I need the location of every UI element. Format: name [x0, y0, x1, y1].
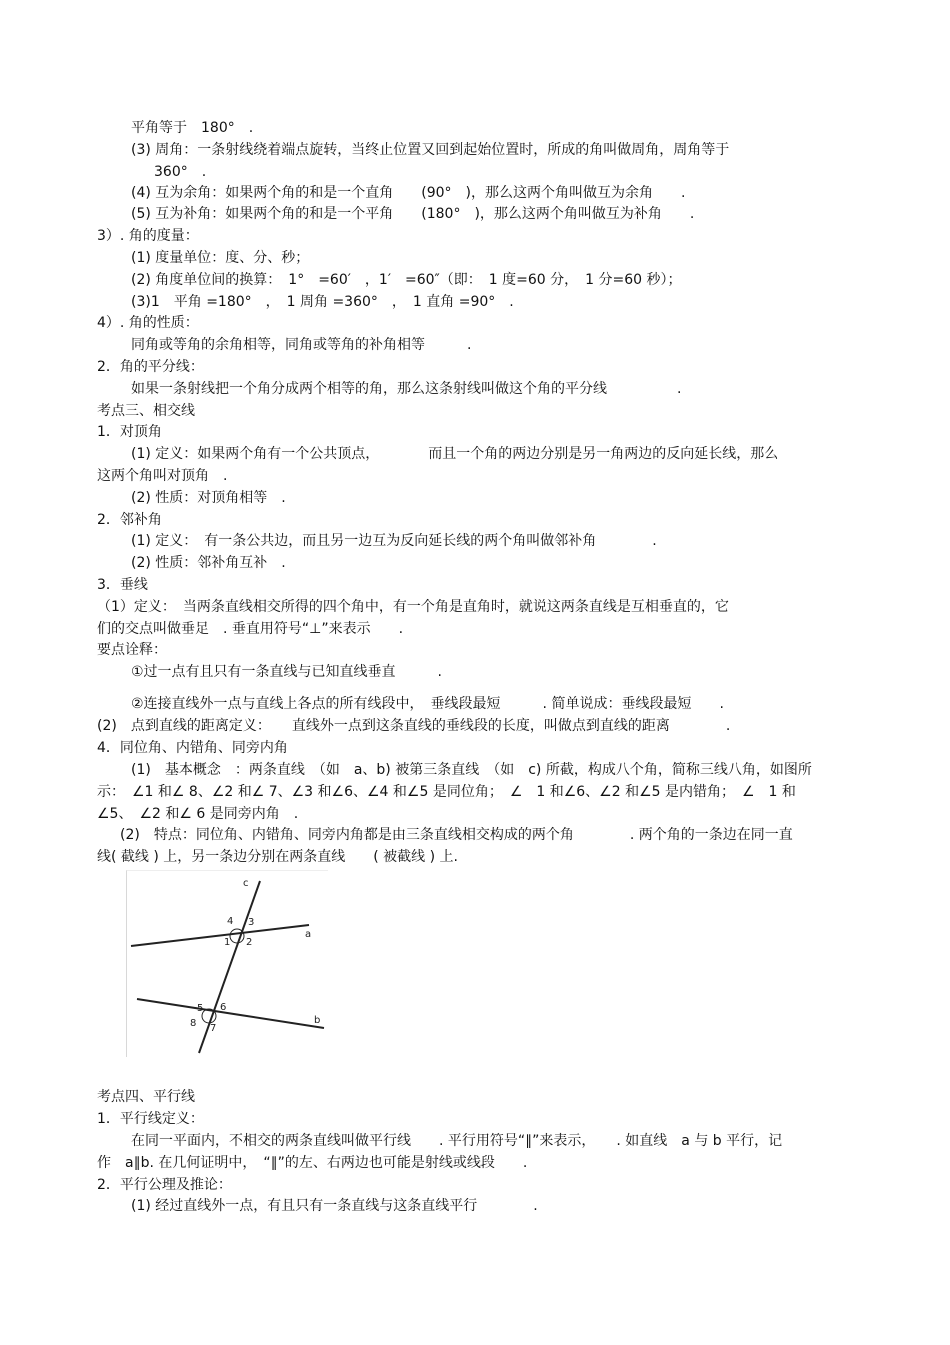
text-line: (4) 互为余角：如果两个角的和是一个直角 (90° )，那么这两个角叫做互为余角 .: [131, 185, 686, 201]
section-heading: 2．角的平分线：: [97, 359, 204, 375]
label-b: b: [314, 1015, 321, 1026]
text-line: （1）定义： 当两条直线相交所得的四个角中，有一个角是直角时，就说这两条直线是互相垂直的，它: [97, 599, 729, 615]
line-c: [199, 881, 260, 1053]
text-line: (2) 角度单位间的换算： 1° =60′ ，1′ =60″（即： 1 度=60 分， 1 分=60 秒）；: [131, 272, 682, 288]
label-a: a: [305, 929, 312, 940]
text-line: (1) 经过直线外一点，有且只有一条直线与这条直线平行 .: [131, 1198, 538, 1214]
section-heading: 4．同位角、内错角、同旁内角: [97, 740, 288, 756]
section-heading: 2．邻补角: [97, 512, 162, 528]
section-heading: 1．对顶角: [97, 424, 162, 440]
line-a: [131, 925, 312, 946]
text-line: (1) 基本概念 ：两条直线 （如 a、b) 被第三条直线 （如 c) 所截，构成八个角，简称三线八角，如图所: [131, 762, 812, 778]
angle-arc-upper: [230, 929, 244, 943]
label-angle-8: 8: [190, 1018, 197, 1029]
text-line: 们的交点叫做垂足 . 垂直用符号“⊥”来表示 .: [97, 621, 404, 637]
text-line: (2) 性质：邻补角互补 .: [131, 555, 286, 571]
topic-heading: 考点三、相交线: [97, 403, 195, 419]
section-heading: 1．平行线定义：: [97, 1111, 204, 1127]
text-line: 平角等于 180° .: [131, 120, 254, 136]
section-heading: 3）. 角的度量：: [97, 228, 199, 244]
text-line: ②连接直线外一点与直线上各点的所有线段中， 垂线段最短 . 简单说成：垂线段最短 .: [131, 696, 724, 712]
text-line: (1) 定义： 有一条公共边，而且另一边互为反向延长线的两个角叫做邻补角 .: [131, 533, 657, 549]
label-angle-2: 2: [246, 937, 253, 948]
text-line: (2) 特点：同位角、内错角、同旁内角都是由三条直线相交构成的两个角 . 两个角的一条边在同一直: [120, 827, 793, 843]
label-angle-6: 6: [220, 1002, 227, 1013]
label-c: c: [243, 878, 249, 889]
text-line: 360° .: [154, 164, 207, 180]
section-heading: 2．平行公理及推论：: [97, 1177, 232, 1193]
intersecting-lines-figure: [126, 870, 328, 1057]
text-line: (1) 定义：如果两个角有一个公共顶点， 而且一个角的两边分别是另一角两边的反向延长线，那么: [131, 446, 779, 462]
text-line: ①过一点有且只有一条直线与已知直线垂直 .: [131, 664, 442, 680]
topic-heading: 考点四、平行线: [97, 1089, 195, 1105]
text-line: 线( 截线 ) 上，另一条边分别在两条直线 ( 被截线 ) 上.: [97, 849, 458, 865]
text-line: 作 a∥b. 在几何证明中， “∥”的左、右两边也可能是射线或线段 .: [97, 1155, 528, 1171]
text-line: (5) 互为补角：如果两个角的和是一个平角 (180° )，那么这两个角叫做互为补角 .: [131, 206, 695, 222]
label-angle-7: 7: [210, 1023, 217, 1034]
section-heading: 3．垂线: [97, 577, 148, 593]
text-line: 如果一条射线把一个角分成两个相等的角，那么这条射线叫做这个角的平分线 .: [131, 381, 682, 397]
text-line: 示： ∠1 和∠ 8、∠2 和∠ 7、∠3 和∠6、∠4 和∠5 是同位角； ∠ 1 和∠6、∠2 和∠5 是内错角； ∠ 1 和: [97, 784, 796, 800]
text-line: 在同一平面内，不相交的两条直线叫做平行线 . 平行用符号“∥”来表示， . 如直线 a 与 b 平行，记: [131, 1133, 783, 1149]
text-line: ∠5、 ∠2 和∠ 6 是同旁内角 .: [97, 806, 299, 822]
label-angle-3: 3: [248, 917, 255, 928]
text-line: (2) 点到直线的距离定义： 直线外一点到这条直线的垂线段的长度，叫做点到直线的距离 .: [97, 718, 731, 734]
text-line: (2) 性质：对顶角相等 .: [131, 490, 286, 506]
text-line: (1) 度量单位：度、分、秒；: [131, 250, 310, 266]
line-b: [137, 999, 324, 1028]
text-line: (3) 周角：一条射线绕着端点旋转，当终止位置又回到起始位置时，所成的角叫做周角，周角等于: [131, 142, 730, 158]
text-line: 同角或等角的余角相等，同角或等角的补角相等 .: [131, 337, 472, 353]
label-angle-1: 1: [224, 937, 231, 948]
text-line: 这两个角叫对顶角 .: [97, 468, 228, 484]
section-heading: 4）. 角的性质：: [97, 315, 199, 331]
text-line: (3)1 平角 =180° ， 1 周角 =360° ， 1 直角 =90° .: [131, 294, 514, 310]
label-angle-5: 5: [197, 1003, 204, 1014]
text-line: 要点诠释：: [97, 642, 167, 658]
label-angle-4: 4: [227, 916, 234, 927]
intersecting-lines-diagram: [127, 871, 328, 1057]
